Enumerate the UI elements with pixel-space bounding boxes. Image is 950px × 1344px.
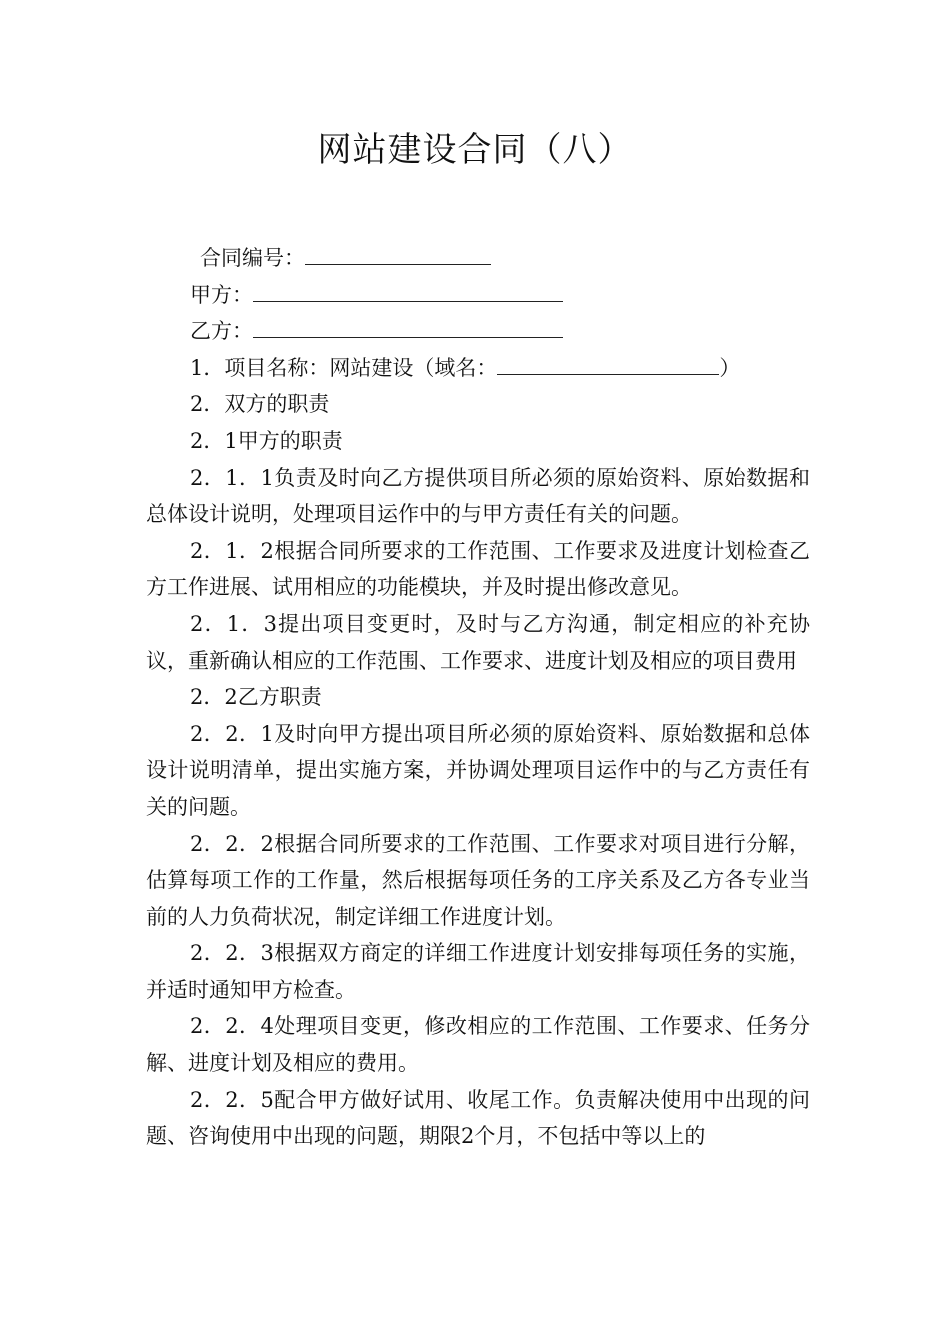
- party-a-line: [146, 277, 810, 314]
- section-heading-2-1: 2．1甲方的职责: [190, 428, 343, 453]
- clause-2-2-2: 2．2．2根据合同所要求的工作范围、工作要求对项目进行分解，估算每项工作的工作量，然后根据每项任务的工序关系及乙方各专业当前的人力负荷状况，制定详细工作进度计划。: [146, 831, 810, 929]
- clause-2-1-1: 2．1．1负责及时向乙方提供项目所必须的原始资料、原始数据和总体设计说明，处理项目运作中的与甲方责任有关的问题。: [146, 465, 810, 527]
- section-heading-2-2: 2．2乙方职责: [190, 685, 322, 710]
- clause-2-2-4: 2．2．4处理项目变更，修改相应的工作范围、工作要求、任务分解、进度计划及相应的费用。: [146, 1014, 810, 1076]
- clause-2-1-2: 2．1．2根据合同所要求的工作范围、工作要求及进度计划检查乙方工作进展、试用相应的功能模块，并及时提出修改意见。: [146, 538, 810, 600]
- party-a-label: 甲方：: [190, 282, 253, 307]
- project-name-prefix: 1．项目名称：网站建设（域名：: [190, 355, 498, 380]
- project-name-suffix: ）: [719, 355, 741, 380]
- party-a-blank: [253, 279, 563, 302]
- party-b-line: [146, 313, 810, 350]
- document-body: [146, 240, 810, 1155]
- clause-2-1-3: 2．1．3提出项目变更时，及时与乙方沟通，制定相应的补充协议，重新确认相应的工作范围、工作要求、进度计划及相应的项目费用: [146, 611, 810, 673]
- contract-number-blank: [305, 242, 491, 265]
- section-heading-2: 2．双方的职责: [190, 392, 330, 417]
- contract-number-label: 合同编号：: [200, 246, 305, 270]
- party-b-label: 乙方：: [190, 319, 253, 344]
- domain-blank: [497, 352, 719, 375]
- clause-2-2-3: 2．2．3根据双方商定的详细工作进度计划安排每项任务的实施，并适时通知甲方检查。: [146, 941, 810, 1002]
- clause-2-2-1: 2．2．1及时向甲方提出项目所必须的原始资料、原始数据和总体设计说明清单，提出实施方案，并协调处理项目运作中的与乙方责任有关的问题。: [146, 721, 810, 819]
- contract-number-line: [146, 240, 810, 277]
- document-title: 网站建设合同（八）: [317, 130, 633, 170]
- party-b-blank: [253, 315, 563, 338]
- clause-2-2-5: 2．2．5配合甲方做好试用、收尾工作。负责解决使用中出现的问题、咨询使用中出现的问题，期限2个月，不包括中等以上的: [146, 1087, 810, 1149]
- project-name-line: [146, 350, 810, 387]
